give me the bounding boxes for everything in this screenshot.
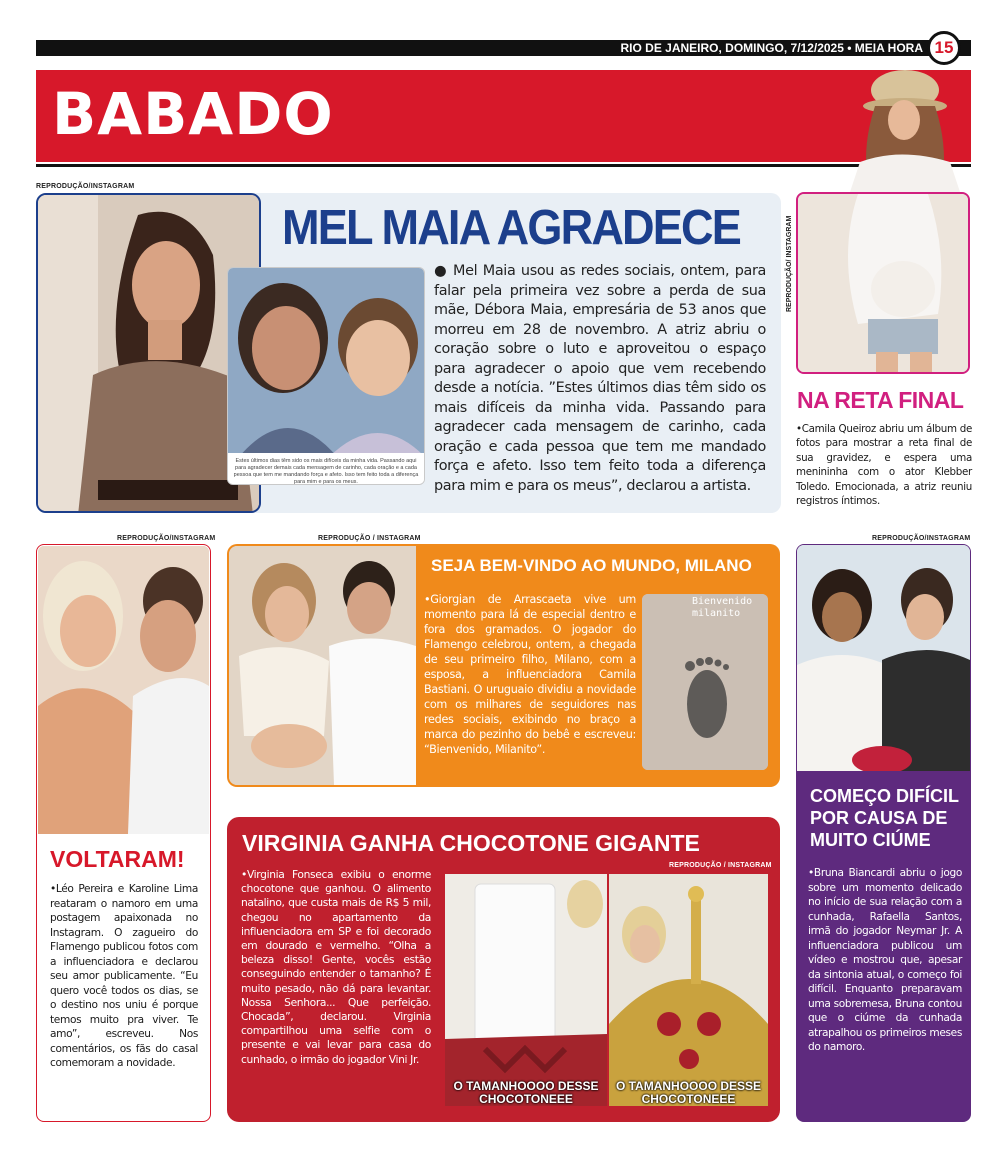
couple-kiss-image bbox=[38, 546, 209, 834]
camila-title: NA RETA FINAL bbox=[797, 387, 964, 413]
dateline: RIO DE JANEIRO, DOMINGO, 7/12/2025 • MEIA HORA bbox=[620, 41, 923, 55]
camila-cutout-photo bbox=[800, 62, 970, 192]
chocotone-box-photo bbox=[445, 874, 607, 1106]
milano-photo bbox=[229, 546, 416, 785]
camila-photo bbox=[796, 192, 970, 374]
story-caption: Bienvenido milanito bbox=[692, 596, 753, 619]
page-number: 15 bbox=[927, 31, 961, 65]
voltaram-photo-credit: REPRODUÇÃO/INSTAGRAM bbox=[117, 535, 216, 542]
mother-daughter-image bbox=[228, 268, 425, 485]
virginia-caption-1: O TAMANHOOOO DESSE CHOCOTONEEE bbox=[453, 1079, 599, 1106]
main-story-title: MEL MAIA AGRADECE bbox=[282, 201, 740, 255]
voltaram-title: VOLTARAM! bbox=[50, 846, 185, 872]
bruna-photo bbox=[797, 545, 970, 771]
camila-pregnant-image bbox=[798, 194, 970, 374]
camila-body: •Camila Queiroz abriu um álbum de fotos para mostrar a reta final de sua gravidez, e espera uma menininha com o ator Klebber Toledo. Emocionada, a atriz reuniu registros íntimos. bbox=[796, 423, 972, 508]
milano-body: •Giorgian de Arrascaeta vive um momento para lá de especial dentro e fora dos gramados. O jogador do Flamengo celebrou, ontem, a chegada de seu primeiro filho, Milano, com a esposa, a influenciadora Camila Bastiani. O uruguaio dividiu a novidade com os milhares de seguidores nas redes sociais, exibindo no braço a marca do pezinho do bebê e escreveu: “Bienvenido, Milanito”. bbox=[424, 593, 636, 756]
mother-daughter-photo bbox=[227, 267, 425, 485]
chocotone-box-image bbox=[445, 874, 607, 1106]
chocotone-decorated-image bbox=[609, 874, 768, 1106]
virginia-body: •Virginia Fonseca exibiu o enorme chocotone que ganhou. O alimento natalino, que custa mais de R$ 5 mil, chegou no apartamento da influenciadora em SP e foi decorado em dourado e vermelho. “Olha a beleza disso! Gente, vocês estão conseguindo entender o tamanho? É muito pesado, não dá para levantar. Nossa Senhora... Que perfeição. Chocada”, declarou. Virginia compartilhou uma selfie com o presente e vai levar para casa do cunhado, o irmão do jogador Vini Jr. bbox=[241, 868, 431, 1066]
dateline-bar bbox=[36, 40, 971, 56]
milano-title: SEJA BEM-VINDO AO MUNDO, MILANO bbox=[431, 556, 752, 575]
bruna-rafaella-image bbox=[797, 545, 970, 771]
voltaram-photo bbox=[38, 546, 209, 834]
virginia-caption-2: O TAMANHOOOO DESSE CHOCOTONEEE bbox=[615, 1079, 762, 1106]
camila-photo-credit: REPRODUÇÃO/ INSTAGRAM bbox=[786, 215, 793, 312]
voltaram-body: •Léo Pereira e Karoline Lima reataram o namoro em uma postagem apaixonada no Instagram. O zagueiro do Flamengo publicou fotos com a influenciadora e declarou seu amor publicamente. “Eu quero você todos os dias, se o destino nos uniu é porque temos muito pra viver. Te amo”, escreveu. Nos comentários, os fãs do casal comemoram a novidade. bbox=[50, 883, 198, 1069]
bruna-photo-credit: REPRODUÇÃO/INSTAGRAM bbox=[872, 535, 971, 542]
main-photo-credit: REPRODUÇÃO/INSTAGRAM bbox=[36, 183, 135, 190]
footprint-story-photo bbox=[642, 594, 768, 770]
chocotone-decorated-photo bbox=[609, 874, 768, 1106]
bruna-title: COMEÇO DIFÍCIL POR CAUSA DE MUITO CIÚME bbox=[810, 786, 959, 850]
virginia-title: VIRGINIA GANHA CHOCOTONE GIGANTE bbox=[242, 830, 700, 856]
couple-pregnancy-image bbox=[229, 546, 416, 785]
inset-caption: Estes últimos dias têm sido os mais difíceis da minha vida. Passando aqui para agradecer demais cada mensagem de carinho, cada oração e a cada pessoa que tem me mandando força e afeto. Isso tem feito toda a diferença para mim e para os meus. bbox=[233, 458, 419, 485]
bruna-body: •Bruna Biancardi abriu o jogo sobre um momento delicado no início de sua relação com a cunhada, Rafaella Santos, irmã do jogador Neymar Jr. A influenciadora publicou um vídeo e mostrou que, apesar da sintonia atual, o começo foi difícil. Enquanto preparavam uma sobremesa, Bruna contou que o ciúme da cunhada atrapalhou os primeiros meses do namoro. bbox=[808, 867, 962, 1053]
footprint-image bbox=[642, 594, 768, 770]
virginia-photo-credit: REPRODUÇÃO / INSTAGRAM bbox=[669, 862, 772, 869]
milano-photo-credit: REPRODUÇÃO / INSTAGRAM bbox=[318, 535, 421, 542]
main-story-body: ● Mel Maia usou as redes sociais, ontem, para falar pela primeira vez sobre a perda de sua mãe, Débora Maia, empresária de 53 anos que morreu em 28 de novembro. A atriz abriu o coração sobre o luto e aproveitou o espaço para agradecer o apoio que vem recebendo desde a notícia. ”Estes últimos dias têm sido os mais difíceis da minha vida. Passando para agradecer cada mensagem de carinho, cada oração e cada pessoa que tem me mandado força e afeto. Isso tem feito toda a diferença para mim e para os meus”, declarou a artista. bbox=[434, 263, 766, 494]
section-title: BABADO bbox=[52, 80, 334, 148]
